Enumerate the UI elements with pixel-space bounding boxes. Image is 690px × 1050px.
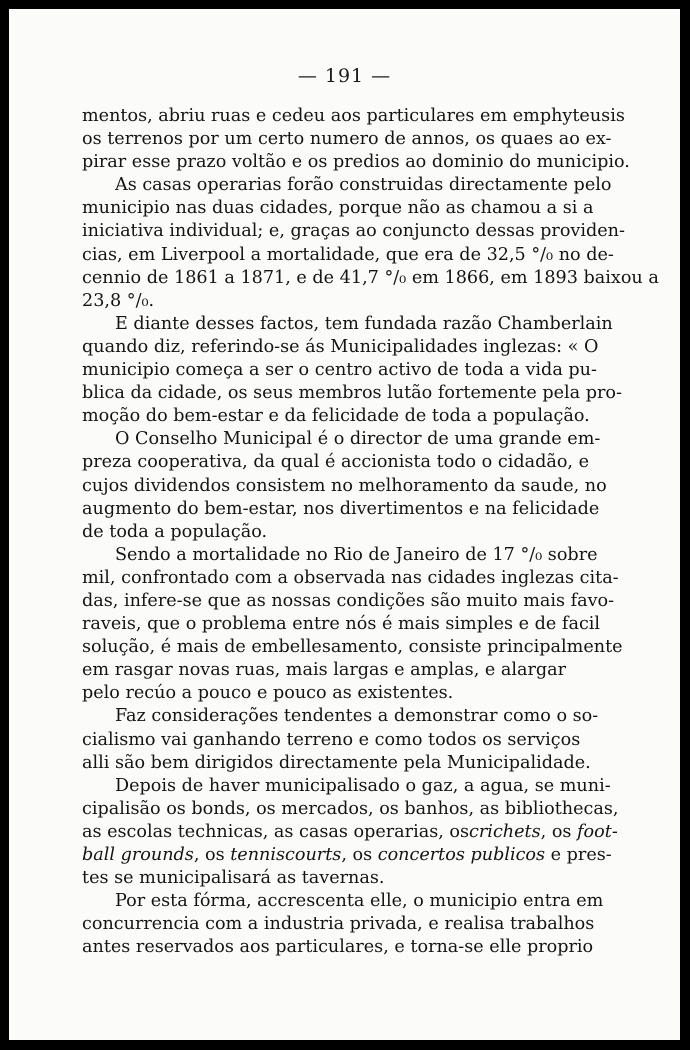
text-line: mil, confrontado com a observada nas cidades inglezas cita- (82, 567, 619, 588)
text-line: pirar esse prazo voltão e os predios ao dominio do municipio. (82, 152, 630, 173)
text-line (82, 844, 610, 867)
text-line: raveis, que o problema entre nós é mais simples e de facil (82, 614, 601, 635)
text-line: moção do bem-estar e da felicidade de toda a população. (82, 406, 590, 427)
text-line: antes reservados aos particulares, e torna-se elle proprio (82, 937, 594, 958)
text-line: 23,8 °/₀. (82, 290, 155, 311)
text-line: alli são bem dirigidos directamente pela Municipalidade. (82, 752, 591, 773)
text-line: iniciativa individual; e, graças ao conjuncto dessas providen- (82, 221, 625, 242)
text-line: em rasgar novas ruas, mais largas e amplas, e alargar (82, 660, 567, 681)
text-line: de toda a população. (82, 521, 268, 542)
paragraph-start: Por esta fórma, accrescenta elle, o municipio entra em (115, 891, 604, 912)
paragraph-start: Depois de haver municipalisado o gaz, a agua, se muni- (115, 775, 611, 796)
text-line: augmento do bem-estar, nos divertimentos e na felicidade (82, 498, 600, 519)
text-line: das, infere-se que as nossas condições são muito mais favo- (82, 590, 615, 611)
text-segment: e pres- (545, 845, 612, 865)
italic-term: foot- (577, 821, 618, 842)
text-line: quando diz, referindo-se ás Municipalidades inglezas: « O (82, 336, 599, 357)
text-line: os terrenos por um certo numero de annos, os quaes ao ex- (82, 129, 612, 150)
paragraph-start: Sendo a mortalidade no Rio de Janeiro de 17 °/₀ sobre (115, 544, 598, 565)
paragraph-start: Faz considerações tendentes a demonstrar como o so- (115, 706, 599, 727)
italic-term: tenniscourts (230, 845, 342, 865)
italic-term: concertos publicos (377, 845, 546, 865)
text-line: preza cooperativa, da qual é accionista todo o cidadão, e (82, 452, 590, 473)
body-text (82, 105, 659, 959)
text-segment: as escolas technicas, as casas operarias, os (82, 821, 470, 842)
paragraph-start: As casas operarias forão construidas directamente pelo (115, 175, 612, 196)
paragraph-start: O Conselho Municipal é o director de uma grande em- (115, 429, 601, 450)
text-line: blica da cidade, os seus membros lutão fortemente pela pro- (82, 383, 622, 404)
text-line (82, 821, 618, 844)
text-line: cipalisão os bonds, os mercados, os banhos, as bibliothecas, (82, 798, 619, 819)
text-line: cujos dividendos consistem no melhoramento da saude, no (82, 475, 607, 496)
text-line: cennio de 1861 a 1871, e de 41,7 °/₀ em 1866, em 1893 baixou a (82, 267, 659, 288)
text-line: mentos, abriu ruas e cedeu aos particulares em emphyteusis (82, 106, 625, 126)
book-page (9, 9, 680, 1040)
italic-term: ball grounds (82, 845, 194, 865)
text-line: tes se municipalisará as tavernas. (82, 868, 385, 889)
text-segment: , os (341, 845, 378, 865)
text-segment: , os (540, 821, 578, 842)
text-line: cialismo vai ganhando terreno e como todos os serviços (82, 729, 581, 750)
text-segment: , os (193, 845, 231, 865)
text-line: municipio nas duas cidades, porque não as chamou a si a (82, 198, 594, 219)
text-line: concurrencia com a industria privada, e realisa trabalhos (82, 914, 595, 935)
page-number: — 191 — (297, 65, 392, 87)
paragraph-start: E diante desses factos, tem fundada razão Chamberlain (115, 313, 613, 334)
text-line: solução, é mais de embellesamento, consiste principalmente (82, 637, 623, 658)
text-line: municipio começa a ser o centro activo de toda a vida pu- (82, 360, 597, 381)
text-line: pelo recúo a pouco e pouco as existentes. (82, 683, 454, 704)
italic-term: crichets (469, 821, 541, 842)
text-line: cias, em Liverpool a mortalidade, que era de 32,5 °/₀ no de- (82, 244, 614, 265)
